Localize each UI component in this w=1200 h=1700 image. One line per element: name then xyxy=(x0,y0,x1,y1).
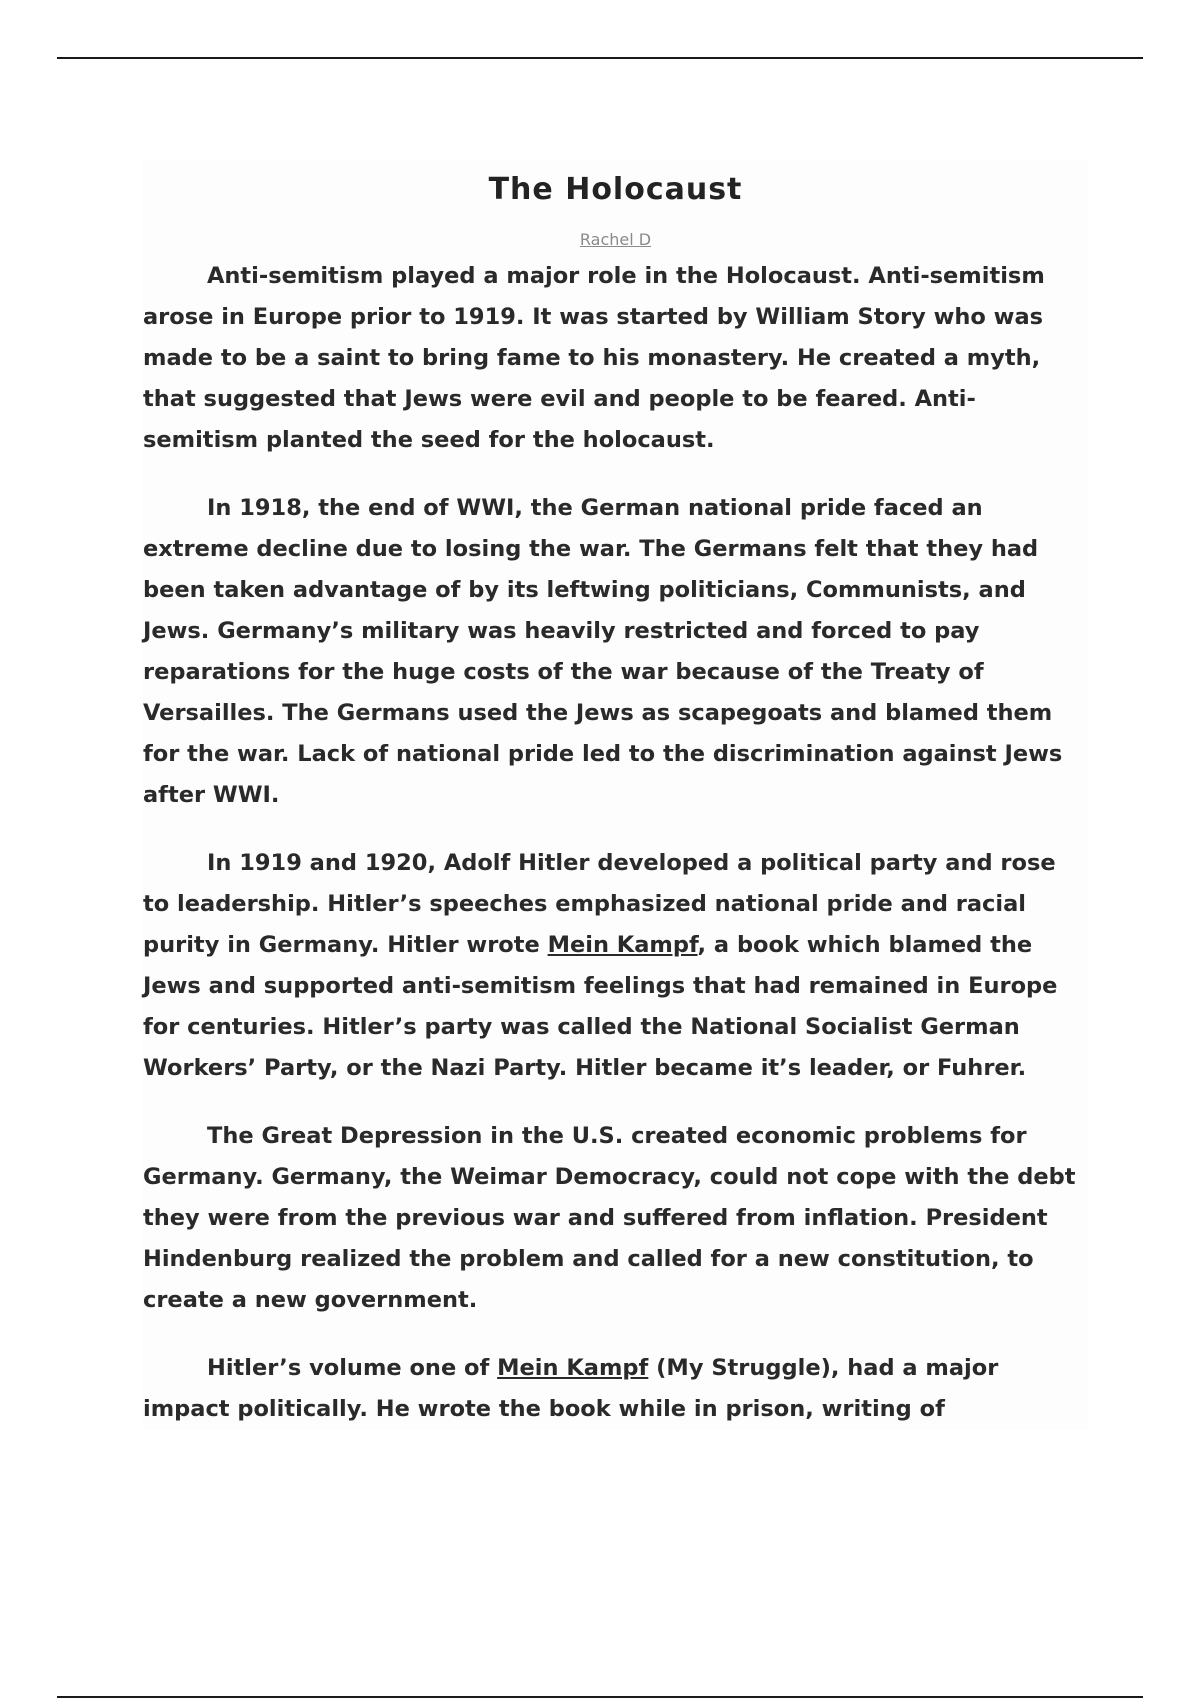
paragraph-2: In 1918, the end of WWI, the German national pride faced an extreme decline due to losing the war. The Germans felt that they had been taken advantage of by its leftwing politicians, Communists, and Jews. Germany’s military was heavily restricted and forced to pay reparations for the huge costs of the war because of the Treaty of Versailles. The Germans used the Jews as scapegoats and blamed them for the war. Lack of national pride led to the discrimination against Jews after WWI. xyxy=(143,495,1063,808)
paragraph-5 xyxy=(143,1348,1088,1430)
document-body xyxy=(143,160,1088,1430)
mein-kampf-link[interactable]: Mein Kampf xyxy=(547,932,698,958)
paragraph-4: The Great Depression in the U.S. created economic problems for Germany. Germany, the Weimar Democracy, could not cope with the debt they were from the previous war and suffered from inflation. President Hindenburg realized the problem and called for a new constitution, to create a new government. xyxy=(143,1123,1076,1313)
paragraph-3-text-after: , a book which blamed the Jews and supported anti-semitism feelings that had remained in Europe for centuries. Hitler’s party was called the National Socialist German Workers’ Party, or the Nazi Party. Hitler became it’s leader, or Fuhrer. xyxy=(143,932,1058,1081)
paragraph-3-text-before: In 1919 and 1920, Adolf Hitler developed a political party and rose to leadership. Hitler’s speeches emphasized national pride and racial purity in Germany. Hitler wrote xyxy=(143,850,1056,958)
paragraph-5-text-after: (My Struggle), had a major impact politically. He wrote the book while in prison, writing of xyxy=(143,1355,999,1422)
mein-kampf-link-2[interactable]: Mein Kampf xyxy=(497,1355,649,1381)
document-title: The Holocaust xyxy=(488,172,743,207)
author-line xyxy=(143,230,1088,250)
paragraph-1: Anti-semitism played a major role in the Holocaust. Anti-semitism arose in Europe prior to 1919. It was started by William Story who was made to be a saint to bring fame to his monastery. He created a myth, that suggested that Jews were evil and people to be feared. Anti-semitism planted the seed for the holocaust. xyxy=(143,263,1045,453)
bottom-divider xyxy=(57,1696,1143,1698)
top-divider xyxy=(57,57,1143,59)
author-link[interactable]: Rachel D xyxy=(579,230,652,249)
paragraph-5-text-before: Hitler’s volume one of xyxy=(207,1355,498,1381)
paragraph-3 xyxy=(143,843,1088,1089)
